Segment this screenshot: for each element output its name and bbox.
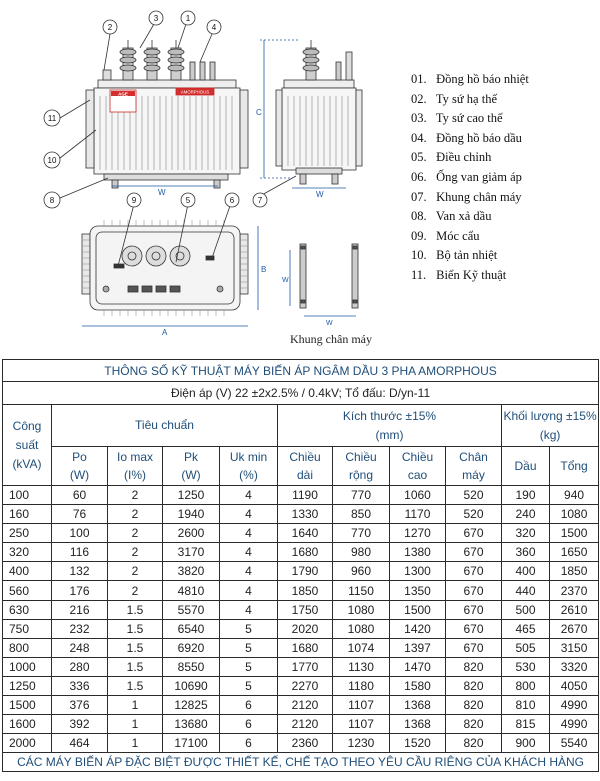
- table-cell: 2670: [550, 619, 599, 638]
- table-cell: 240: [502, 505, 550, 524]
- column-header-line: Uk min: [229, 450, 268, 464]
- column-header-line: Chiều: [345, 450, 377, 464]
- callout-8: 8: [49, 196, 55, 205]
- column-header-line: dài: [296, 468, 313, 482]
- front-view: [86, 40, 248, 197]
- table-cell: 1770: [278, 657, 333, 676]
- table-cell: 960: [333, 562, 390, 581]
- table-row: [3, 715, 599, 734]
- column-header-line: (I%): [124, 468, 146, 482]
- table-cell: 60: [52, 486, 108, 505]
- table-cell: 1.5: [108, 676, 163, 695]
- table-cell: 1850: [278, 581, 333, 600]
- table-row: [3, 734, 599, 753]
- table-cell: 3820: [163, 562, 220, 581]
- chassis-w-vertical: W: [282, 277, 289, 284]
- legend-number: 06.: [411, 169, 427, 184]
- table-cell: 670: [446, 524, 502, 543]
- capacity-header: [3, 405, 52, 486]
- column-header-line: cao: [407, 468, 428, 482]
- table-cell: 5540: [550, 734, 599, 753]
- table-cell: 10690: [163, 676, 220, 695]
- subheader-row: [3, 447, 599, 486]
- table-cell: 8550: [163, 657, 220, 676]
- table-cell: 2600: [163, 524, 220, 543]
- legend-number: 03.: [411, 111, 427, 126]
- table-cell: 2: [108, 505, 163, 524]
- table-cell: 4: [220, 543, 278, 562]
- size-header: [278, 405, 502, 447]
- table-cell: 820: [446, 734, 502, 753]
- table-cell: 1368: [390, 696, 446, 715]
- legend-item: [411, 227, 529, 247]
- legend-item: [411, 129, 529, 149]
- table-cell: 2: [108, 524, 163, 543]
- table-cell: 3320: [550, 657, 599, 676]
- column-header: [333, 447, 390, 486]
- legend-number: 07.: [411, 189, 427, 204]
- table-cell: 4: [220, 505, 278, 524]
- table-cell: 1170: [390, 505, 446, 524]
- weight-header-line1: Khối lượng ±15%: [503, 408, 597, 423]
- column-header-line: (W): [69, 468, 90, 482]
- table-cell: 4: [220, 562, 278, 581]
- table-cell: 4: [220, 486, 278, 505]
- table-cell: 2120: [278, 696, 333, 715]
- table-cell: 850: [333, 505, 390, 524]
- column-header: [390, 447, 446, 486]
- table-cell: 1060: [390, 486, 446, 505]
- width-b-dim: B: [261, 265, 267, 274]
- table-cell: 1680: [278, 638, 333, 657]
- table-cell: 2: [108, 581, 163, 600]
- table-cell: 1368: [390, 715, 446, 734]
- table-cell: 1130: [333, 657, 390, 676]
- table-cell: 1790: [278, 562, 333, 581]
- column-header: [278, 447, 333, 486]
- table-cell: 1350: [390, 581, 446, 600]
- table-cell: 670: [446, 543, 502, 562]
- table-cell: 1107: [333, 696, 390, 715]
- table-cell: 810: [502, 696, 550, 715]
- table-cell: 1150: [333, 581, 390, 600]
- table-cell: 1074: [333, 638, 390, 657]
- table-cell: 2270: [278, 676, 333, 695]
- column-header-line: rộng: [348, 468, 374, 482]
- column-header-line: Io max: [116, 450, 153, 464]
- chassis-frame: [282, 244, 358, 327]
- table-footer: CÁC MÁY BIẾN ÁP ĐẶC BIỆT ĐƯỢC THIẾT KẾ, CHẾ TẠO THEO YÊU CẦU RIÊNG CỦA KHÁCH HÀNG: [3, 753, 599, 772]
- legend-label: Ty sứ hạ thế: [435, 91, 498, 106]
- table-cell: 465: [502, 619, 550, 638]
- length-dim: A: [162, 328, 168, 337]
- callout-5: 5: [185, 196, 191, 205]
- table-cell: 1107: [333, 715, 390, 734]
- legend-label: Ống van giảm áp: [436, 169, 522, 184]
- legend-number: 10.: [411, 248, 427, 263]
- capacity-header-line3: (kVA): [12, 456, 42, 471]
- table-cell: 232: [52, 619, 108, 638]
- column-header: [108, 447, 163, 486]
- legend-label: Biển Kỹ thuật: [436, 267, 507, 282]
- table-cell: 980: [333, 543, 390, 562]
- table-cell: 1397: [390, 638, 446, 657]
- table-cell: 5570: [163, 600, 220, 619]
- table-row: [3, 581, 599, 600]
- table-cell: 630: [3, 600, 52, 619]
- table-subtitle: Điện áp (V) 22 ±2x2.5% / 0.4kV; Tổ đấu: D/yn-11: [3, 382, 599, 405]
- table-cell: 1850: [550, 562, 599, 581]
- table-title: THÔNG SỐ KỸ THUẬT MÁY BIẾN ÁP NGÂM DẦU 3 PHA AMORPHOUS: [3, 360, 599, 382]
- table-cell: 1.5: [108, 619, 163, 638]
- standard-header: Tiêu chuẩn: [52, 405, 278, 447]
- spec-table: [2, 359, 599, 772]
- table-cell: 2610: [550, 600, 599, 619]
- table-cell: 1520: [390, 734, 446, 753]
- table-cell: 2020: [278, 619, 333, 638]
- table-cell: 1.5: [108, 638, 163, 657]
- table-cell: 160: [3, 505, 52, 524]
- table-cell: 1500: [390, 600, 446, 619]
- table-cell: 1330: [278, 505, 333, 524]
- table-cell: 560: [3, 581, 52, 600]
- legend-item: [411, 109, 529, 129]
- capacity-header-line2: suất: [15, 437, 39, 452]
- table-cell: 13680: [163, 715, 220, 734]
- side-width-dim: W: [316, 190, 324, 199]
- table-cell: 770: [333, 524, 390, 543]
- table-cell: 4990: [550, 696, 599, 715]
- table-cell: 1270: [390, 524, 446, 543]
- legend-number: 02.: [411, 91, 427, 106]
- column-header-line: máy: [462, 468, 485, 482]
- table-cell: 132: [52, 562, 108, 581]
- table-cell: 360: [502, 543, 550, 562]
- table-row: [3, 696, 599, 715]
- legend-item: [411, 168, 529, 188]
- table-cell: 6: [220, 696, 278, 715]
- column-header: [550, 447, 599, 486]
- table-cell: 1420: [390, 619, 446, 638]
- callout-7: 7: [257, 196, 263, 205]
- table-cell: 1: [108, 715, 163, 734]
- table-row: [3, 619, 599, 638]
- table-cell: 1580: [390, 676, 446, 695]
- legend-item: [411, 246, 529, 266]
- callout-6: 6: [229, 196, 235, 205]
- table-cell: 520: [446, 505, 502, 524]
- column-header-line: Chiều: [289, 450, 321, 464]
- table-row: [3, 524, 599, 543]
- column-header-line: Dầu: [514, 459, 537, 473]
- table-cell: 820: [446, 676, 502, 695]
- column-header-line: Chiều: [401, 450, 434, 464]
- legend-number: 05.: [411, 150, 427, 165]
- table-cell: 820: [446, 696, 502, 715]
- column-header: [446, 447, 502, 486]
- table-cell: 1230: [333, 734, 390, 753]
- table-cell: 2: [108, 486, 163, 505]
- table-row: [3, 486, 599, 505]
- table-cell: 6: [220, 715, 278, 734]
- column-header-line: (%): [239, 468, 258, 482]
- table-cell: 336: [52, 676, 108, 695]
- table-cell: 670: [446, 619, 502, 638]
- callout-1: 1: [185, 14, 191, 23]
- table-cell: 520: [446, 486, 502, 505]
- table-row: [3, 676, 599, 695]
- top-view: [82, 220, 266, 337]
- table-cell: 5: [220, 676, 278, 695]
- legend-label: Đồng hồ báo nhiệt: [436, 72, 529, 86]
- table-cell: 100: [52, 524, 108, 543]
- chassis-w-horizontal: W: [326, 320, 333, 327]
- table-cell: 1640: [278, 524, 333, 543]
- parts-legend: [411, 70, 529, 286]
- table-cell: 100: [3, 486, 52, 505]
- weight-header-line2: (kg): [539, 427, 561, 442]
- table-cell: 248: [52, 638, 108, 657]
- table-cell: 1650: [550, 543, 599, 562]
- column-header: [502, 447, 550, 486]
- table-cell: 6920: [163, 638, 220, 657]
- table-cell: 376: [52, 696, 108, 715]
- column-header-line: Tổng: [560, 459, 588, 473]
- table-cell: 6540: [163, 619, 220, 638]
- column-header-line: Po: [72, 450, 87, 464]
- table-cell: 1250: [163, 486, 220, 505]
- table-cell: 815: [502, 715, 550, 734]
- table-cell: 116: [52, 543, 108, 562]
- size-header-line2: (mm): [375, 427, 404, 442]
- table-cell: 250: [3, 524, 52, 543]
- legend-item: [411, 70, 529, 90]
- table-cell: 1180: [333, 676, 390, 695]
- nameplate-brand: AGE: [118, 91, 128, 97]
- table-cell: 6: [220, 734, 278, 753]
- side-view: [256, 40, 362, 199]
- legend-label: Điều chỉnh: [436, 150, 492, 165]
- table-cell: 1470: [390, 657, 446, 676]
- height-dim: C: [256, 108, 262, 117]
- table-cell: 1.5: [108, 657, 163, 676]
- legend-label: Đồng hồ báo dầu: [436, 130, 522, 145]
- table-cell: 176: [52, 581, 108, 600]
- table-row: [3, 505, 599, 524]
- chassis-caption: Khung chân máy: [290, 332, 372, 346]
- weight-header: [502, 405, 599, 447]
- table-cell: 820: [446, 715, 502, 734]
- table-cell: 440: [502, 581, 550, 600]
- table-cell: 5: [220, 657, 278, 676]
- table-cell: 76: [52, 505, 108, 524]
- table-cell: 17100: [163, 734, 220, 753]
- table-cell: 1500: [550, 524, 599, 543]
- table-cell: 1: [108, 734, 163, 753]
- legend-item: [411, 188, 529, 208]
- table-cell: 392: [52, 715, 108, 734]
- legend-item: [411, 90, 529, 110]
- callout-3: 3: [153, 14, 159, 23]
- size-header-line1: Kích thước ±15%: [342, 408, 437, 423]
- table-cell: 1080: [550, 505, 599, 524]
- table-cell: 1000: [3, 657, 52, 676]
- table-cell: 670: [446, 562, 502, 581]
- table-cell: 4990: [550, 715, 599, 734]
- table-cell: 1500: [3, 696, 52, 715]
- table-cell: 4: [220, 581, 278, 600]
- table-cell: 4: [220, 600, 278, 619]
- column-header-line: Pk: [183, 450, 198, 464]
- legend-number: 01.: [411, 72, 427, 86]
- table-cell: 400: [3, 562, 52, 581]
- table-row: [3, 657, 599, 676]
- callout-9: 9: [131, 196, 137, 205]
- table-cell: 530: [502, 657, 550, 676]
- table-cell: 4810: [163, 581, 220, 600]
- table-cell: 2360: [278, 734, 333, 753]
- table-cell: 190: [502, 486, 550, 505]
- table-cell: 800: [3, 638, 52, 657]
- table-cell: 1250: [3, 676, 52, 695]
- table-cell: 1380: [390, 543, 446, 562]
- table-cell: 1680: [278, 543, 333, 562]
- legend-label: Ty sứ cao thế: [435, 111, 503, 126]
- table-cell: 4: [220, 524, 278, 543]
- callout-11: 11: [47, 114, 57, 123]
- column-header-line: Chân: [459, 450, 488, 464]
- table-cell: 750: [3, 619, 52, 638]
- table-cell: 320: [502, 524, 550, 543]
- legend-number: 04.: [411, 130, 427, 145]
- legend-label: Móc cẩu: [436, 228, 480, 243]
- callout-4: 4: [211, 23, 217, 32]
- table-cell: 505: [502, 638, 550, 657]
- column-header: [220, 447, 278, 486]
- table-cell: 1: [108, 696, 163, 715]
- table-cell: 1600: [3, 715, 52, 734]
- table-cell: 5: [220, 638, 278, 657]
- table-cell: 820: [446, 657, 502, 676]
- legend-number: 08.: [411, 209, 427, 224]
- table-row: [3, 600, 599, 619]
- table-row: [3, 638, 599, 657]
- table-cell: 2120: [278, 715, 333, 734]
- table-cell: 216: [52, 600, 108, 619]
- legend-item: [411, 148, 529, 168]
- table-cell: 1300: [390, 562, 446, 581]
- legend-item: [411, 266, 529, 286]
- callout-2: 2: [107, 23, 113, 32]
- table-cell: 1.5: [108, 600, 163, 619]
- legend-label: Khung chân máy: [436, 189, 522, 204]
- table-cell: 3150: [550, 638, 599, 657]
- table-cell: 2000: [3, 734, 52, 753]
- table-cell: 2370: [550, 581, 599, 600]
- capacity-header-line1: Công: [12, 418, 42, 433]
- table-cell: 400: [502, 562, 550, 581]
- table-cell: 500: [502, 600, 550, 619]
- column-header: [163, 447, 220, 486]
- table-cell: 670: [446, 600, 502, 619]
- table-cell: 5: [220, 619, 278, 638]
- legend-label: Van xả dầu: [435, 209, 492, 224]
- legend-label: Bộ tản nhiệt: [436, 248, 498, 263]
- table-cell: 800: [502, 676, 550, 695]
- table-cell: 464: [52, 734, 108, 753]
- table-row: [3, 543, 599, 562]
- table-cell: 1080: [333, 619, 390, 638]
- table-cell: 940: [550, 486, 599, 505]
- amorphous-plate-text: AMORPHOUS: [180, 89, 210, 95]
- table-cell: 1080: [333, 600, 390, 619]
- table-cell: 320: [3, 543, 52, 562]
- table-cell: 1190: [278, 486, 333, 505]
- column-header: [52, 447, 108, 486]
- table-cell: 2: [108, 562, 163, 581]
- callout-10: 10: [47, 156, 57, 165]
- legend-number: 09.: [411, 228, 427, 243]
- legend-item: [411, 207, 529, 227]
- table-cell: 900: [502, 734, 550, 753]
- table-cell: 12825: [163, 696, 220, 715]
- table-row: [3, 562, 599, 581]
- table-cell: 670: [446, 581, 502, 600]
- table-cell: 280: [52, 657, 108, 676]
- table-cell: 3170: [163, 543, 220, 562]
- table-cell: 2: [108, 543, 163, 562]
- table-cell: 1940: [163, 505, 220, 524]
- spec-rows: [3, 486, 599, 753]
- table-cell: 4050: [550, 676, 599, 695]
- table-cell: 670: [446, 638, 502, 657]
- table-cell: 1750: [278, 600, 333, 619]
- front-width-dim: W: [158, 188, 166, 197]
- table-cell: 770: [333, 486, 390, 505]
- column-header-line: (W): [181, 468, 201, 482]
- legend-number: 11.: [411, 267, 427, 282]
